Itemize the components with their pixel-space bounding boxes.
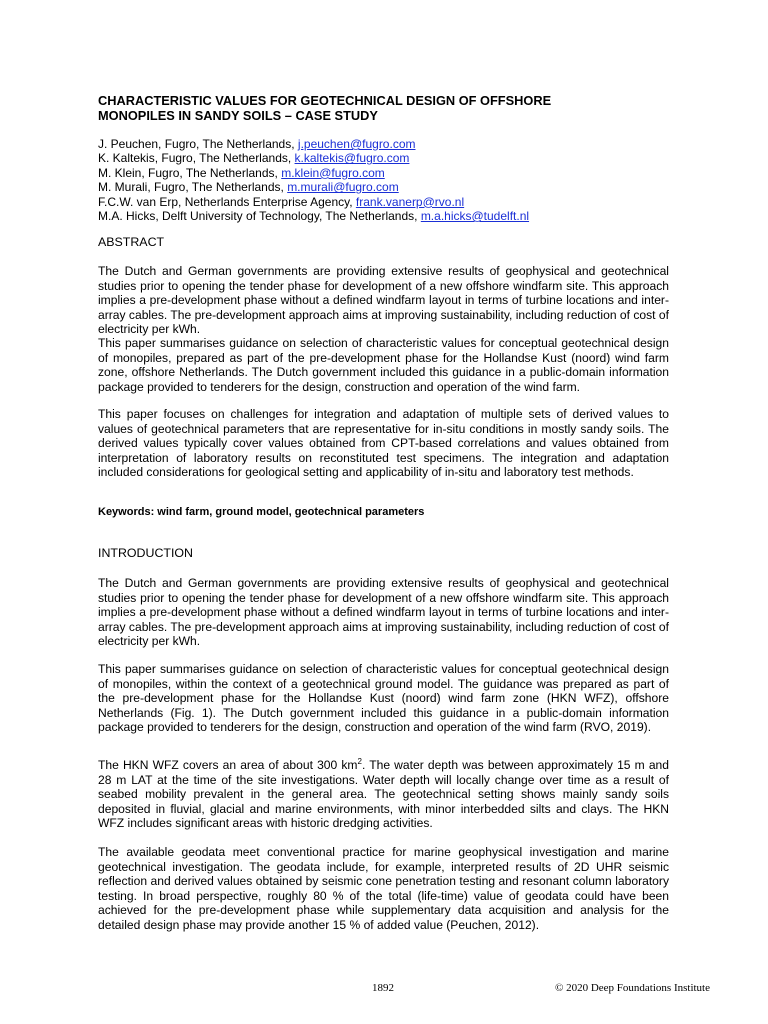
abstract-heading: ABSTRACT (98, 235, 165, 249)
author-email-link[interactable]: m.murali@fugro.com (287, 180, 399, 195)
author-affiliation: F.C.W. van Erp, Netherlands Enterprise Agency, (98, 194, 356, 209)
author-email-link[interactable]: m.klein@fugro.com (281, 165, 385, 180)
author-line (98, 166, 669, 180)
author-affiliation: J. Peuchen, Fugro, The Netherlands, (98, 137, 298, 151)
introduction-paragraph-2: This paper summarises guidance on selection of characteristic values for conceptual geotechnical design of monopiles, within the context of a geotechnical ground model. The guidance was prepared as part of the pre-development phase for the Hollandse Kust (noord) wind farm zone (HKN WFZ), offshore Netherlands (Fig. 1). The Dutch government included this guidance in a public-domain information package provided to tenderers for the design, construction and operation of the wind farm (RVO, 2019). (98, 662, 669, 734)
abstract-paragraph-1: The Dutch and German governments are providing extensive results of geophysical and geotechnical studies prior to opening the tender phase for development of a new offshore windfarm site. This approach implies a pre-development phase without a defined windfarm layout in terms of turbine locations and inter-array cables. The pre-development approach aims at improving sustainability, including reduction of cost of electricity per kWh. (98, 264, 669, 336)
introduction-paragraph-4: The available geodata meet conventional practice for marine geophysical investigation and marine geotechnical investigation. The geodata include, for example, interpreted results of 2D UHR seismic reflection and derived values obtained by seismic cone penetration testing and resonant column laboratory testing. In broad perspective, roughly 80 % of the total (life-time) value of geodata could have been achieved for the pre-development phase while supplementary data acquisition and analysis for the detailed design phase may provide another 15 % of added value (Peuchen, 2012). (98, 845, 669, 932)
author-line (98, 151, 669, 165)
author-list (98, 137, 669, 223)
abstract-paragraph-2: This paper summarises guidance on selection of characteristic values for conceptual geotechnical design of monopiles, prepared as part of the pre-development phase for the Hollandse Kust (noord) wind farm zone, offshore Netherlands. The Dutch government included this guidance in a public-domain information package provided to tenderers for the design, construction and operation of the wind farm. (98, 336, 669, 394)
author-affiliation: M.A. Hicks, Delft University of Technology, The Netherlands, (98, 209, 421, 224)
title-line-1: CHARACTERISTIC VALUES FOR GEOTECHNICAL DESIGN OF OFFSHORE (98, 93, 552, 108)
author-email-link[interactable]: k.kaltekis@fugro.com (294, 151, 410, 166)
author-line (98, 137, 669, 151)
introduction-paragraph-3 (98, 758, 669, 831)
page-number: 1892 (372, 982, 394, 994)
introduction-paragraph-1: The Dutch and German governments are providing extensive results of geophysical and geotechnical studies prior to opening the tender phase for development of a new offshore windfarm site. This approach implies a pre-development phase without a defined windfarm layout in terms of turbine locations and inter-array cables. The pre-development approach aims at improving sustainability, including reduction of cost of electricity per kWh. (98, 576, 669, 648)
paragraph-text: . The water depth was between approximately 15 m and 28 m LAT at the time of the site investigations. Water depth will locally change over time as a result of seabed mobility prevalent in the general area. The geotechnical setting shows mainly sandy soils deposited in fluvial, glacial and marine environments, with minor interbedded silts and clays. The HKN WFZ includes significant areas with historic dredging activities. (98, 758, 669, 830)
paragraph-text: The HKN WFZ covers an area of about 300 km (98, 758, 358, 772)
paper-title (98, 93, 669, 123)
copyright-notice: © 2020 Deep Foundations Institute (554, 982, 710, 994)
superscript: 2 (357, 756, 362, 766)
author-email-link[interactable]: m.a.hicks@tudelft.nl (420, 209, 530, 224)
title-line-2: MONOPILES IN SANDY SOILS – CASE STUDY (98, 108, 378, 123)
author-line (98, 195, 669, 209)
author-line (98, 180, 669, 194)
author-line (98, 209, 669, 223)
author-email-link[interactable]: frank.vanerp@rvo.nl (355, 194, 465, 209)
keywords-line: Keywords: wind farm, ground model, geotechnical parameters (98, 506, 425, 518)
author-affiliation: M. Murali, Fugro, The Netherlands, (98, 180, 288, 195)
author-affiliation: K. Kaltekis, Fugro, The Netherlands, (98, 151, 295, 166)
author-affiliation: M. Klein, Fugro, The Netherlands, (98, 165, 282, 180)
abstract-paragraph-3: This paper focuses on challenges for integration and adaptation of multiple sets of derived values to values of geotechnical parameters that are representative for in-situ conditions in mostly sandy soils. The derived values typically cover values obtained from CPT-based correlations and values obtained from interpretation of laboratory results on reconstituted test specimens. The integration and adaptation included considerations for geological setting and applicability of in-situ and laboratory test methods. (98, 407, 669, 479)
introduction-heading: INTRODUCTION (98, 546, 193, 560)
author-email-link[interactable]: j.peuchen@fugro.com (297, 137, 416, 151)
